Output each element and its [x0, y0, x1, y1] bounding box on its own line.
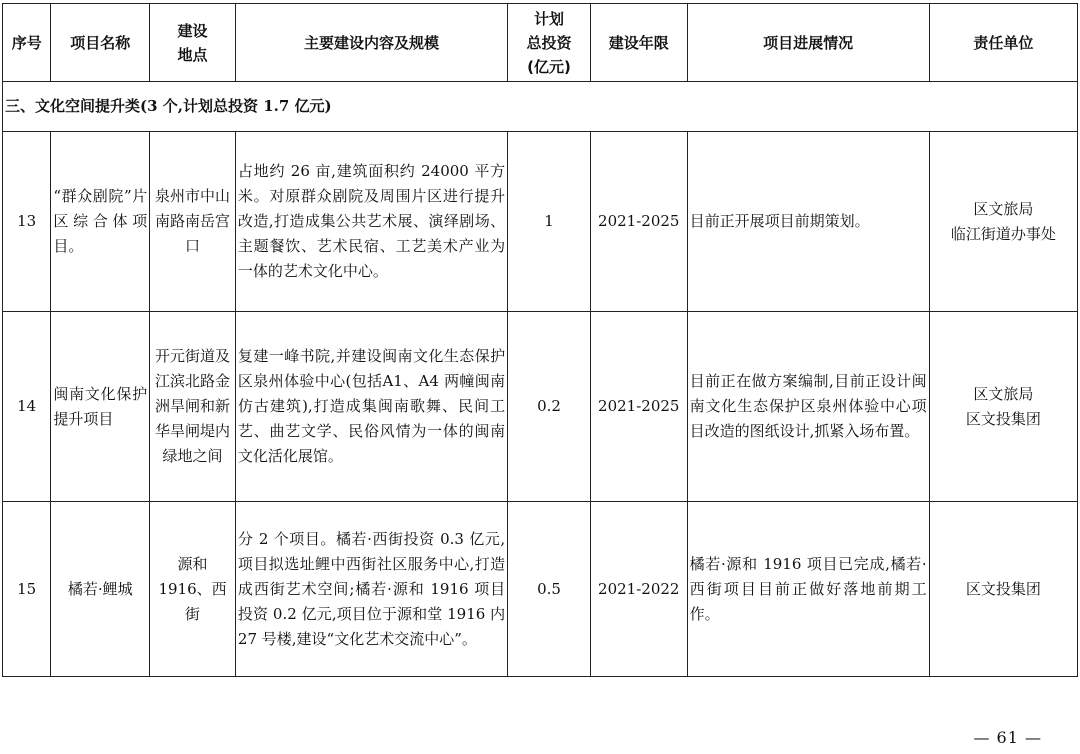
cell-investment: 0.2 — [508, 312, 591, 502]
cell-seq: 15 — [3, 502, 51, 677]
table-row — [3, 312, 1078, 502]
cell-unit — [929, 312, 1077, 502]
page-number: — 61 — — [973, 728, 1042, 747]
table-header-row — [3, 4, 1078, 82]
cell-progress: 目前正在做方案编制,目前正设计闽南文化生态保护区泉州体验中心项目改造的图纸设计,抓紧入场布置。 — [687, 312, 929, 502]
unit-line: 区文投集团 — [965, 409, 1041, 428]
cell-progress: 目前正开展项目前期策划。 — [687, 132, 929, 312]
header-investment — [508, 4, 591, 82]
cell-location: 开元街道及江滨北路金洲旱闸和新华旱闸堤内绿地之间 — [150, 312, 236, 502]
table-row — [3, 132, 1078, 312]
header-investment-line: 总投资 — [526, 33, 572, 52]
cell-investment: 1 — [508, 132, 591, 312]
cell-content: 分 2 个项目。橘若·西街投资 0.3 亿元,项目拟选址鲤中西街社区服务中心,打造成西街艺术空间;橘若·源和 1916 项目投资 0.2 亿元,项目位于源和堂 1916 内 27 号楼,建设“文化艺术交流中心”。 — [235, 502, 507, 677]
cell-seq: 14 — [3, 312, 51, 502]
header-location-line: 地点 — [177, 45, 208, 64]
unit-line: 临江街道办事处 — [950, 224, 1056, 243]
section-title: 三、文化空间提升类(3 个,计划总投资 1.7 亿元) — [3, 82, 1078, 132]
cell-content: 复建一峰书院,并建设闽南文化生态保护区泉州体验中心(包括A1、A4 两幢闽南仿古建筑),打造成集闽南歌舞、民间工艺、曲艺文学、民俗风情为一体的闽南文化活化展馆。 — [235, 312, 507, 502]
cell-unit — [929, 132, 1077, 312]
cell-name: “群众剧院”片区综合体项目。 — [51, 132, 150, 312]
cell-period: 2021-2022 — [590, 502, 687, 677]
cell-location: 源和 1916、西街 — [150, 502, 236, 677]
header-seq: 序号 — [3, 4, 51, 82]
header-period: 建设年限 — [590, 4, 687, 82]
header-investment-line: (亿元) — [527, 57, 571, 76]
cell-name: 闽南文化保护提升项目 — [51, 312, 150, 502]
cell-location: 泉州市中山南路南岳宫口 — [150, 132, 236, 312]
header-investment-line: 计划 — [534, 9, 565, 28]
cell-seq: 13 — [3, 132, 51, 312]
section-row — [3, 82, 1078, 132]
header-name: 项目名称 — [51, 4, 150, 82]
header-unit: 责任单位 — [929, 4, 1077, 82]
header-location-line: 建设 — [177, 21, 208, 40]
cell-name: 橘若·鲤城 — [51, 502, 150, 677]
cell-investment: 0.5 — [508, 502, 591, 677]
table-row — [3, 502, 1078, 677]
header-location — [150, 4, 236, 82]
unit-line: 区文投集团 — [965, 579, 1041, 598]
cell-period: 2021-2025 — [590, 312, 687, 502]
cell-period: 2021-2025 — [590, 132, 687, 312]
cell-unit — [929, 502, 1077, 677]
cell-content: 占地约 26 亩,建筑面积约 24000 平方米。对原群众剧院及周围片区进行提升改造,打造成集公共艺术展、演绎剧场、主题餐饮、艺术民宿、工艺美术产业为一体的艺术文化中心。 — [235, 132, 507, 312]
header-progress: 项目进展情况 — [687, 4, 929, 82]
unit-line: 区文旅局 — [973, 199, 1034, 218]
cell-progress: 橘若·源和 1916 项目已完成,橘若·西街项目目前正做好落地前期工作。 — [687, 502, 929, 677]
project-table — [2, 3, 1078, 677]
unit-line: 区文旅局 — [973, 384, 1034, 403]
header-content: 主要建设内容及规模 — [235, 4, 507, 82]
